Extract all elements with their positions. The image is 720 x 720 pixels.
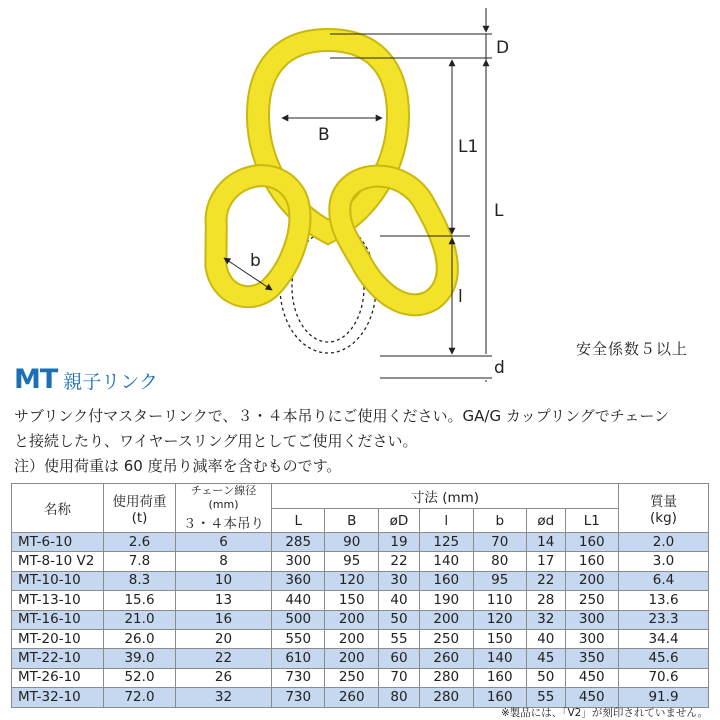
table-row: [12, 649, 709, 668]
cell-wire: 32: [176, 688, 272, 707]
header-mass: [619, 484, 709, 533]
cell-load: 39.0: [104, 649, 176, 668]
product-code: MT: [14, 364, 58, 395]
product-description: [14, 404, 714, 479]
cell-b: 150: [473, 629, 526, 648]
cell-b: 200: [325, 610, 378, 629]
header-wire-label: チェーン線径 (mm): [190, 484, 257, 511]
cell-load: 21.0: [104, 610, 176, 629]
cell-l1: 450: [565, 668, 619, 687]
cell-b: 120: [325, 571, 378, 590]
cell-b: 95: [325, 552, 378, 571]
label-d: d: [494, 358, 505, 378]
cell-model: MT-32-10: [12, 688, 104, 707]
cell-l: 200: [420, 610, 473, 629]
cell-l1: 200: [565, 571, 619, 590]
cell-d: 22: [526, 571, 565, 590]
cell-d: 28: [526, 591, 565, 610]
cell-l: 550: [272, 629, 325, 648]
cell-d: 45: [526, 649, 565, 668]
cell-b: 120: [473, 610, 526, 629]
header-load-unit: (t): [131, 510, 148, 526]
header-col-l: l: [420, 509, 473, 533]
table-row: [12, 552, 709, 571]
cell-d: 70: [378, 668, 419, 687]
left-sub-link: [204, 171, 310, 301]
cell-wire: 10: [176, 571, 272, 590]
cell-l: 260: [420, 649, 473, 668]
cell-d: 80: [378, 688, 419, 707]
header-col-B: B: [325, 509, 378, 533]
cell-wire: 13: [176, 591, 272, 610]
cell-load: 15.6: [104, 591, 176, 610]
cell-load: 52.0: [104, 668, 176, 687]
cell-d: 40: [526, 629, 565, 648]
header-col-L: L: [272, 509, 325, 533]
cell-mass: 23.3: [619, 610, 709, 629]
label-L1: L1: [458, 137, 479, 157]
header-col-L1: L1: [565, 509, 619, 533]
cell-l1: 300: [565, 610, 619, 629]
cell-l: 250: [420, 629, 473, 648]
cell-l: 440: [272, 591, 325, 610]
cell-l1: 300: [565, 629, 619, 648]
spec-table: [11, 483, 709, 708]
cell-model: MT-22-10: [12, 649, 104, 668]
cell-b: 80: [473, 552, 526, 571]
cell-model: MT-13-10: [12, 591, 104, 610]
header-load: [104, 484, 176, 533]
cell-d: 40: [378, 591, 419, 610]
cell-load: 2.6: [104, 533, 176, 552]
cell-load: 26.0: [104, 629, 176, 648]
cell-mass: 70.6: [619, 668, 709, 687]
cell-b: 110: [473, 591, 526, 610]
table-row: [12, 668, 709, 687]
cell-d: 50: [526, 668, 565, 687]
safety-factor: 安全係数５以上: [576, 340, 689, 358]
cell-d: 60: [378, 649, 419, 668]
header-dims: 寸法 (mm): [272, 484, 619, 509]
cell-d: 50: [378, 610, 419, 629]
cell-l: 280: [420, 668, 473, 687]
label-B: B: [318, 125, 330, 145]
header-col-D: øD: [378, 509, 419, 533]
cell-mass: 34.4: [619, 629, 709, 648]
spec-table-body: [12, 533, 709, 708]
cell-model: MT-10-10: [12, 571, 104, 590]
cell-d: 55: [378, 629, 419, 648]
cell-load: 7.8: [104, 552, 176, 571]
description-line-1: サブリンク付マスターリンクで、３・４本吊りにご使用ください。GA/G カップリングでチェーン: [14, 407, 670, 425]
header-mass-unit: (kg): [650, 510, 677, 526]
cell-d: 22: [378, 552, 419, 571]
cell-b: 140: [473, 649, 526, 668]
header-load-label: 使用荷重: [112, 494, 167, 510]
cell-mass: 45.6: [619, 649, 709, 668]
cell-l: 730: [272, 668, 325, 687]
cell-l1: 160: [565, 533, 619, 552]
cell-b: 150: [325, 591, 378, 610]
header-wire: [176, 484, 272, 533]
table-row: [12, 610, 709, 629]
cell-b: 70: [473, 533, 526, 552]
cell-l: 500: [272, 610, 325, 629]
header-row-1: [12, 484, 709, 509]
label-l: l: [458, 287, 463, 307]
cell-model: MT-26-10: [12, 668, 104, 687]
header-wire-sub: ３・４本吊り: [183, 516, 264, 532]
description-note: 注）使用荷重は 60 度吊り減率を含むものです。: [14, 457, 342, 475]
cell-l: 285: [272, 533, 325, 552]
cell-b: 90: [325, 533, 378, 552]
product-name: 親子リンク: [63, 371, 158, 393]
right-sub-link: [340, 176, 448, 305]
product-title: [14, 364, 158, 395]
header-mass-label: 質量: [650, 494, 677, 510]
header-col-b: b: [473, 509, 526, 533]
cell-l1: 350: [565, 649, 619, 668]
cell-load: 8.3: [104, 571, 176, 590]
table-row: [12, 591, 709, 610]
cell-b: 95: [473, 571, 526, 590]
footnote: ※製品には、「V2」が刻印されていません。: [500, 707, 708, 719]
cell-mass: 2.0: [619, 533, 709, 552]
header-name: 名称: [12, 484, 104, 533]
cell-d: 17: [526, 552, 565, 571]
label-b: b: [250, 251, 261, 271]
cell-model: MT-8-10 V2: [12, 552, 104, 571]
cell-l1: 160: [565, 552, 619, 571]
table-row: [12, 571, 709, 590]
cell-wire: 22: [176, 649, 272, 668]
cell-l: 280: [420, 688, 473, 707]
cell-d: 32: [526, 610, 565, 629]
label-D: D: [496, 38, 510, 58]
cell-l: 360: [272, 571, 325, 590]
table-row: [12, 533, 709, 552]
cell-b: 200: [325, 629, 378, 648]
cell-mass: 6.4: [619, 571, 709, 590]
cell-b: 260: [325, 688, 378, 707]
cell-d: 30: [378, 571, 419, 590]
cell-mass: 91.9: [619, 688, 709, 707]
cell-model: MT-20-10: [12, 629, 104, 648]
cell-model: MT-6-10: [12, 533, 104, 552]
description-line-2: と接続したり、ワイヤースリング用としてご使用ください。: [14, 432, 418, 450]
cell-l1: 250: [565, 591, 619, 610]
cell-d: 55: [526, 688, 565, 707]
label-L: L: [494, 201, 504, 221]
cell-wire: 6: [176, 533, 272, 552]
cell-model: MT-16-10: [12, 610, 104, 629]
cell-l: 140: [420, 552, 473, 571]
cell-l: 125: [420, 533, 473, 552]
cell-wire: 20: [176, 629, 272, 648]
cell-b: 250: [325, 668, 378, 687]
cell-l: 190: [420, 591, 473, 610]
cell-load: 72.0: [104, 688, 176, 707]
cell-d: 19: [378, 533, 419, 552]
cell-wire: 8: [176, 552, 272, 571]
cell-l: 730: [272, 688, 325, 707]
cell-wire: 16: [176, 610, 272, 629]
cell-wire: 26: [176, 668, 272, 687]
cell-l1: 450: [565, 688, 619, 707]
header-col-d: ød: [526, 509, 565, 533]
cell-mass: 3.0: [619, 552, 709, 571]
cell-l: 300: [272, 552, 325, 571]
cell-l: 610: [272, 649, 325, 668]
cell-b: 200: [325, 649, 378, 668]
cell-mass: 13.6: [619, 591, 709, 610]
cell-b: 160: [473, 688, 526, 707]
cell-b: 160: [473, 668, 526, 687]
cell-d: 14: [526, 533, 565, 552]
table-row: [12, 629, 709, 648]
cell-l: 160: [420, 571, 473, 590]
